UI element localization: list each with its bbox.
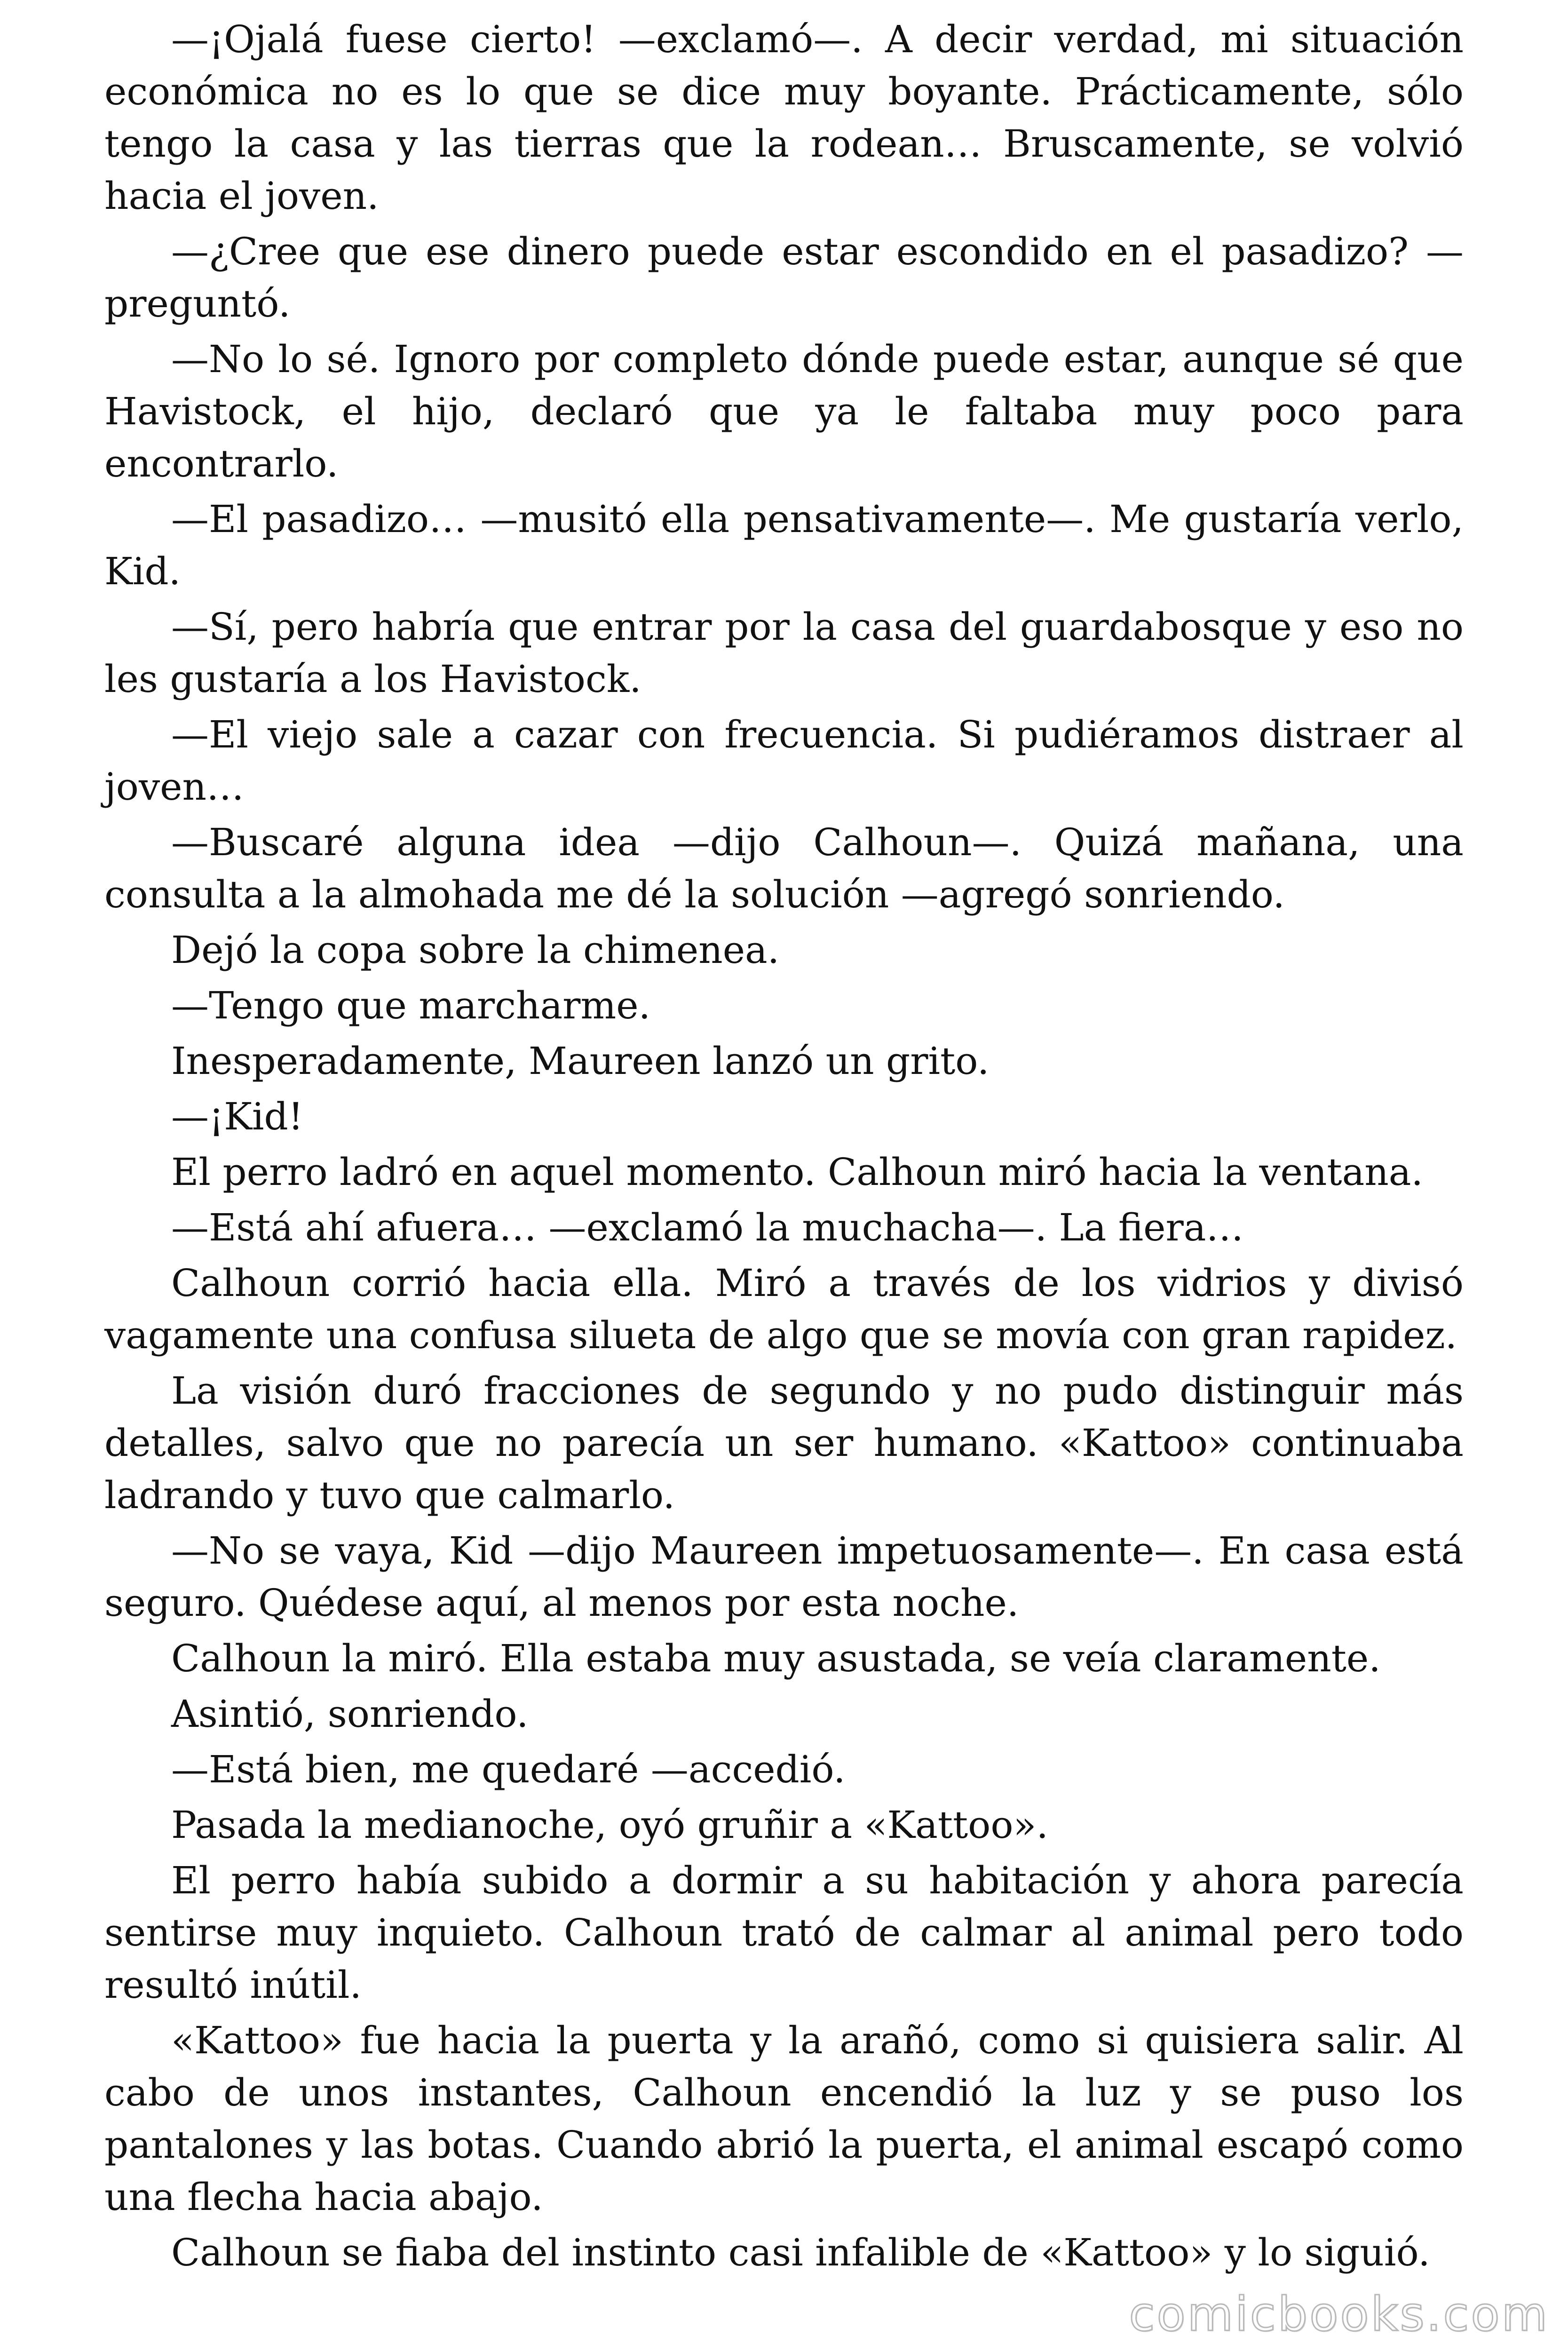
paragraph: —¿Cree que ese dinero puede estar escondido en el pasadizo? —preguntó. — [104, 230, 1464, 326]
paragraph: —El viejo sale a cazar con frecuencia. Si pudiéramos distraer al joven… — [104, 713, 1464, 809]
paragraph: Calhoun se fiaba del instinto casi infalible de «Kattoo» y lo siguió. — [171, 2231, 1430, 2274]
watermark: comicbooks.com — [1129, 2287, 1549, 2342]
paragraph: —No lo sé. Ignoro por completo dónde puede estar, aunque sé que Havistock, el hijo, declaró que ya le faltaba muy poco para encontrarlo. — [104, 337, 1464, 485]
paragraph: Calhoun corrió hacia ella. Miró a través de los vidrios y divisó vagamente una confusa silueta de algo que se movía con gran rapidez. — [104, 1261, 1464, 1357]
paragraph: —No se vaya, Kid —dijo Maureen impetuosamente—. En casa está seguro. Quédese aquí, al menos por esta noche. — [104, 1529, 1464, 1625]
paragraph: Asintió, sonriendo. — [171, 1692, 529, 1736]
paragraph: —Sí, pero habría que entrar por la casa del guardabosque y eso no les gustaría a los Havistock. — [104, 605, 1464, 701]
paragraph: Calhoun la miró. Ella estaba muy asustada, se veía claramente. — [171, 1637, 1381, 1680]
paragraph: Inesperadamente, Maureen lanzó un grito. — [171, 1039, 990, 1083]
paragraph: —¡Ojalá fuese cierto! —exclamó—. A decir verdad, mi situación económica no es lo que se dice muy boyante. Prácticamente, sólo tengo la casa y las tierras que la rodean… Bruscamente, se volvió hacia el joven. — [104, 17, 1464, 218]
paragraph: El perro había subido a dormir a su habitación y ahora parecía sentirse muy inquieto. Calhoun trató de calmar al animal pero todo resultó inútil. — [104, 1859, 1464, 2007]
paragraph: —El pasadizo… —musitó ella pensativamente—. Me gustaría verlo, Kid. — [104, 497, 1464, 593]
paragraph: —¡Kid! — [171, 1095, 303, 1138]
paragraph: —Está bien, me quedaré —accedió. — [171, 1748, 846, 1791]
paragraph: Dejó la copa sobre la chimenea. — [171, 928, 780, 972]
paragraph: Pasada la medianoche, oyó gruñir a «Kattoo». — [171, 1803, 1048, 1847]
body-text — [104, 13, 1464, 2282]
paragraph: —Está ahí afuera… —exclamó la muchacha—. La fiera… — [171, 1206, 1244, 1249]
paragraph: —Tengo que marcharme. — [171, 984, 651, 1027]
paragraph: La visión duró fracciones de segundo y no pudo distinguir más detalles, salvo que no parecía un ser humano. «Kattoo» continuaba ladrando y tuvo que calmarlo. — [104, 1369, 1464, 1517]
paragraph: El perro ladró en aquel momento. Calhoun miró hacia la ventana. — [171, 1150, 1423, 1194]
paragraph: —Buscaré alguna idea —dijo Calhoun—. Quizá mañana, una consulta a la almohada me dé la solución —agregó sonriendo. — [104, 820, 1464, 916]
paragraph: «Kattoo» fue hacia la puerta y la arañó, como si quisiera salir. Al cabo de unos instantes, Calhoun encendió la luz y se puso los pantalones y las botas. Cuando abrió la puerta, el animal escapó como una flecha hacia abajo. — [104, 2018, 1464, 2219]
